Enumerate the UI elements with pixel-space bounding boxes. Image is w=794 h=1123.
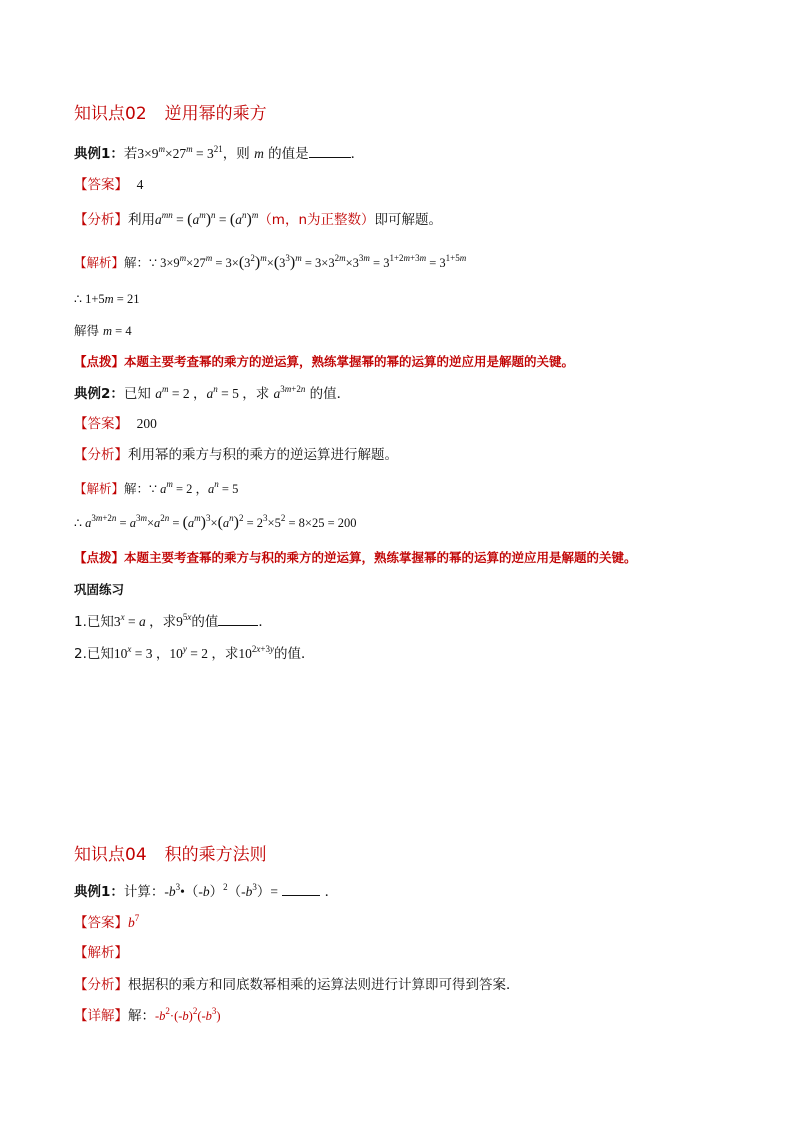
section-title-04 [74, 845, 267, 865]
question-formula: $3\times 9^m\times 27^m = 3^{21}$ [137, 144, 223, 161]
example1-step2: 解得 m = 4 [74, 323, 132, 338]
example1-question: 典例1：若$3\times 9^m\times 27^m = 3^{21}$，则 m 的值是 ． [74, 144, 365, 162]
example1-answer: 【答案】 4 [74, 177, 144, 193]
answer-value: 200 [136, 416, 157, 431]
example1-solution: 【解析】解：∵ $3\times 9^m\times 27^m = 3\times(3^2)^m\times(3^3)^m = 3\times 3^{2m}\times 3^{3m} = 3^{1+2m+3m} = 3^{1+5m}$ [74, 253, 467, 271]
example2-solution: 【解析】解：∵ $a^m = 2$ ，$a^n = 5$ [74, 479, 239, 496]
section-heading: 积的乘方法则 [164, 845, 267, 865]
answer-blank [218, 613, 258, 626]
section-number: 知识点02 [74, 104, 147, 124]
analysis-formula: $a^{mn} = (a^m)^n = (a^n)^m$ [155, 210, 259, 228]
answer-value: 4 [136, 177, 144, 192]
analysis-condition: （m，n为正整数） [258, 212, 375, 228]
comment-text: 本题主要考查幂的乘方的逆运算，熟练掌握幂的幂的运算的逆应用是解题的关键。 [124, 354, 575, 369]
example-label: 典例1： [74, 146, 124, 162]
example1-analysis: 【分析】利用$a^{mn} = (a^m)^n = (a^n)^m(m$，n为正整数）即可解题。 [74, 210, 443, 228]
section2-solution-header: 【解析】 [74, 945, 128, 961]
practice-q2: 2.已知$10^x = 3$ ，$10^y = 2$ ，求$10^{2x+3y}$的值． [74, 644, 315, 662]
solution-formula: ∵ $3\times 9^m\times 27^m = 3\times(3^2)^m\times(3^3)^m = 3\times 3^{2m}\times 3^{3m} = 3^{1+2m+3m} = 3^{1+5m}$ [149, 253, 467, 271]
section2-example1-question: 典例1：计算：$-b^3•(-b)^2(-b^3)=$ ． [74, 882, 339, 900]
example2-question: 典例2：已知 $a^m = 2$ ，$a^n = 5$ ，求 $a^{3m+2n}$ 的值． [74, 384, 351, 402]
question-suffix: ，则 m 的值是 [222, 146, 309, 162]
section-number: 知识点04 [74, 845, 147, 865]
example2-analysis: 【分析】利用幂的乘方与积的乘方的逆运算进行解题。 [74, 447, 398, 463]
section-title-02 [74, 104, 267, 124]
section2-example1-answer: 【答案】$b^7$ [74, 913, 140, 931]
example2-step1: ∴ $a^{3m+2n} = a^{3m}\times a^{2n} = (a^m)^3\times(a^n)^2 = 2^3\times 5^2 = 8\times 25 = 200$ [74, 513, 357, 531]
section2-detail: 【详解】解：$-b^2\cdot(-b)^2(-b^3)$ [74, 1006, 221, 1024]
answer-blank [282, 883, 320, 896]
practice-q1: 1.已知$3^x = a$ ，求$9^{5x}$的值 ． [74, 612, 272, 630]
section2-analysis: 【分析】根据积的乘方和同底数幂相乘的运算法则进行计算即可得到答案． [74, 977, 520, 993]
example2-comment: 【点拨】本题主要考查幂的乘方与积的乘方的逆运算，熟练掌握幂的幂的运算的逆应用是解题的关键。 [74, 550, 637, 565]
section-heading: 逆用幂的乘方 [164, 104, 267, 124]
example2-answer: 【答案】 200 [74, 416, 157, 432]
example1-step1: ∴ 1+5m = 21 [74, 292, 140, 306]
practice-title: 巩固练习 [74, 582, 125, 597]
example1-comment: 【点拨】本题主要考查幂的乘方的逆运算，熟练掌握幂的幂的运算的逆应用是解题的关键。 [74, 354, 575, 369]
answer-blank [309, 145, 351, 158]
comment-text: 本题主要考查幂的乘方与积的乘方的逆运算，熟练掌握幂的幂的运算的逆应用是解题的关键。 [124, 550, 637, 565]
